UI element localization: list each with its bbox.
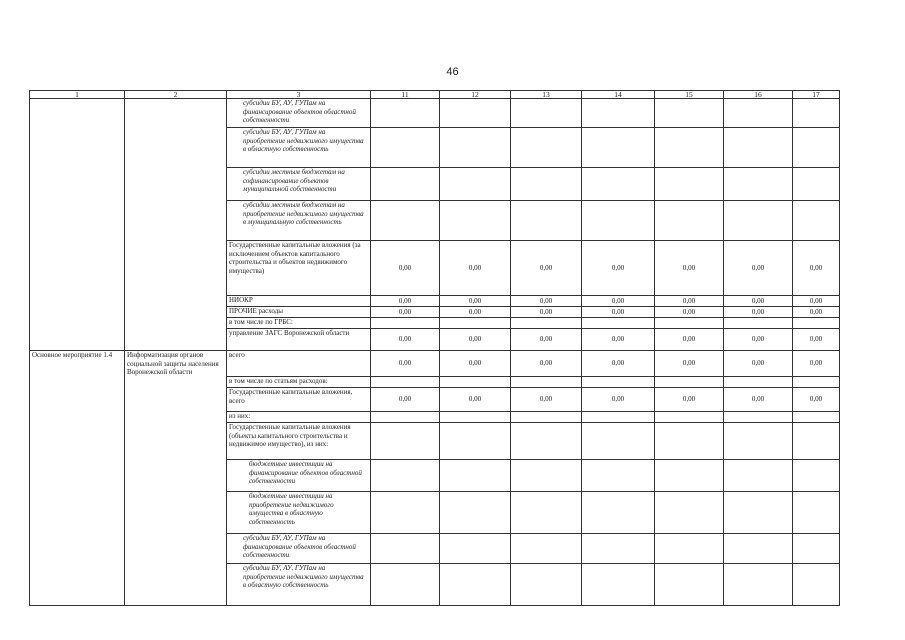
value-cell bbox=[371, 534, 440, 564]
value-cell bbox=[440, 377, 511, 388]
value-cell bbox=[724, 460, 793, 492]
value-cell: 0,00 bbox=[655, 307, 724, 318]
row-label: Государственные капитальные вложения, всего bbox=[227, 388, 371, 412]
value-cell bbox=[511, 168, 582, 201]
value-cell bbox=[511, 318, 582, 329]
value-cell: 0,00 bbox=[582, 296, 655, 307]
value-cell bbox=[655, 318, 724, 329]
table-row bbox=[30, 99, 840, 128]
value-cell bbox=[511, 564, 582, 606]
row-label: субсидии местным бюджетам на приобретение недвижимого имущества в муниципальную собственность bbox=[227, 201, 371, 241]
value-cell: 0,00 bbox=[440, 388, 511, 412]
column-header: 1 bbox=[30, 91, 125, 99]
value-cell bbox=[724, 412, 793, 423]
value-cell: 0,00 bbox=[440, 296, 511, 307]
value-cell: 0,00 bbox=[724, 388, 793, 412]
value-cell: 0,00 bbox=[371, 296, 440, 307]
row-label: субсидии БУ, АУ, ГУПам на финансирование объектов областной собственности bbox=[227, 99, 371, 128]
value-cell bbox=[440, 318, 511, 329]
value-cell bbox=[511, 492, 582, 534]
value-cell bbox=[793, 534, 840, 564]
value-cell bbox=[724, 492, 793, 534]
value-cell: 0,00 bbox=[582, 351, 655, 377]
value-cell: 0,00 bbox=[511, 296, 582, 307]
value-cell bbox=[724, 99, 793, 128]
value-cell bbox=[440, 423, 511, 460]
row-label: Государственные капитальные вложения (объекты капитального строительства и недвижимое имущество), из них: bbox=[227, 423, 371, 460]
value-cell: 0,00 bbox=[724, 329, 793, 351]
value-cell bbox=[511, 460, 582, 492]
value-cell bbox=[511, 201, 582, 241]
event-name: Основное мероприятие 1.4 bbox=[30, 351, 125, 606]
value-cell: 0,00 bbox=[582, 307, 655, 318]
value-cell bbox=[793, 377, 840, 388]
header-row bbox=[30, 91, 840, 99]
value-cell bbox=[724, 168, 793, 201]
row-label: НИОКР bbox=[227, 296, 371, 307]
value-cell bbox=[793, 492, 840, 534]
value-cell bbox=[582, 128, 655, 168]
value-cell: 0,00 bbox=[440, 329, 511, 351]
value-cell bbox=[582, 564, 655, 606]
row-label: субсидии БУ, АУ, ГУПам на приобретение недвижимого имущества в областную собственность bbox=[227, 128, 371, 168]
value-cell bbox=[582, 377, 655, 388]
value-cell: 0,00 bbox=[371, 351, 440, 377]
value-cell bbox=[655, 534, 724, 564]
value-cell: 0,00 bbox=[655, 296, 724, 307]
value-cell: 0,00 bbox=[724, 307, 793, 318]
row-label: субсидии БУ, АУ, ГУПам на приобретение недвижимого имущества в областную собственность bbox=[227, 564, 371, 606]
value-cell bbox=[793, 128, 840, 168]
row-label: в том числе по ГРБС: bbox=[227, 318, 371, 329]
column-header: 12 bbox=[440, 91, 511, 99]
value-cell bbox=[582, 318, 655, 329]
value-cell: 0,00 bbox=[793, 296, 840, 307]
value-cell: 0,00 bbox=[440, 351, 511, 377]
value-cell bbox=[582, 460, 655, 492]
value-cell bbox=[724, 201, 793, 241]
value-cell bbox=[511, 534, 582, 564]
column-header: 13 bbox=[511, 91, 582, 99]
value-cell: 0,00 bbox=[440, 241, 511, 296]
value-cell: 0,00 bbox=[793, 307, 840, 318]
value-cell bbox=[371, 201, 440, 241]
value-cell bbox=[511, 99, 582, 128]
row-label: бюджетные инвестиции на финансирование объектов областной собственности bbox=[227, 460, 371, 492]
value-cell bbox=[793, 423, 840, 460]
value-cell bbox=[655, 168, 724, 201]
value-cell: 0,00 bbox=[371, 307, 440, 318]
value-cell bbox=[582, 534, 655, 564]
value-cell: 0,00 bbox=[582, 241, 655, 296]
value-cell bbox=[582, 99, 655, 128]
column-header: 16 bbox=[724, 91, 793, 99]
value-cell bbox=[582, 423, 655, 460]
row-label: субсидии местным бюджетам на софинансирование объектов муниципальной собственности bbox=[227, 168, 371, 201]
value-cell: 0,00 bbox=[511, 329, 582, 351]
value-cell bbox=[371, 564, 440, 606]
value-cell: 0,00 bbox=[724, 296, 793, 307]
value-cell: 0,00 bbox=[793, 329, 840, 351]
value-cell bbox=[793, 318, 840, 329]
row-label: субсидии БУ, АУ, ГУПам на финансирование объектов областной собственности bbox=[227, 534, 371, 564]
value-cell: 0,00 bbox=[582, 329, 655, 351]
value-cell bbox=[724, 423, 793, 460]
value-cell bbox=[793, 99, 840, 128]
value-cell bbox=[511, 377, 582, 388]
value-cell bbox=[371, 412, 440, 423]
value-cell: 0,00 bbox=[655, 241, 724, 296]
value-cell bbox=[440, 168, 511, 201]
continued-cell-2 bbox=[125, 99, 227, 351]
column-header: 14 bbox=[582, 91, 655, 99]
value-cell: 0,00 bbox=[655, 351, 724, 377]
value-cell bbox=[511, 128, 582, 168]
value-cell: 0,00 bbox=[511, 307, 582, 318]
value-cell bbox=[440, 492, 511, 534]
value-cell bbox=[655, 377, 724, 388]
value-cell bbox=[793, 201, 840, 241]
value-cell bbox=[793, 412, 840, 423]
value-cell bbox=[655, 492, 724, 534]
value-cell bbox=[371, 377, 440, 388]
value-cell bbox=[371, 460, 440, 492]
value-cell bbox=[793, 168, 840, 201]
value-cell bbox=[655, 99, 724, 128]
value-cell bbox=[371, 168, 440, 201]
value-cell bbox=[724, 128, 793, 168]
value-cell bbox=[582, 492, 655, 534]
page-number: 46 bbox=[446, 66, 459, 78]
value-cell: 0,00 bbox=[511, 388, 582, 412]
value-cell bbox=[440, 128, 511, 168]
value-cell bbox=[724, 377, 793, 388]
value-cell bbox=[440, 412, 511, 423]
value-cell bbox=[724, 534, 793, 564]
value-cell: 0,00 bbox=[440, 307, 511, 318]
value-cell bbox=[511, 423, 582, 460]
column-header: 11 bbox=[371, 91, 440, 99]
row-label: Государственные капитальные вложения (за исключением объектов капитального строительства и объектов недвижимого имущества) bbox=[227, 241, 371, 296]
value-cell bbox=[724, 318, 793, 329]
value-cell: 0,00 bbox=[724, 351, 793, 377]
budget-table bbox=[29, 90, 840, 606]
value-cell bbox=[655, 564, 724, 606]
continued-cell-1 bbox=[30, 99, 125, 351]
value-cell bbox=[371, 318, 440, 329]
value-cell: 0,00 bbox=[371, 388, 440, 412]
value-cell: 0,00 bbox=[655, 388, 724, 412]
value-cell: 0,00 bbox=[793, 351, 840, 377]
value-cell: 0,00 bbox=[793, 388, 840, 412]
column-header: 2 bbox=[125, 91, 227, 99]
value-cell bbox=[440, 534, 511, 564]
value-cell bbox=[440, 201, 511, 241]
row-label: управление ЗАГС Воронежской области bbox=[227, 329, 371, 351]
value-cell bbox=[371, 128, 440, 168]
value-cell bbox=[793, 564, 840, 606]
value-cell: 0,00 bbox=[655, 329, 724, 351]
value-cell: 0,00 bbox=[793, 241, 840, 296]
value-cell: 0,00 bbox=[371, 241, 440, 296]
value-cell bbox=[371, 99, 440, 128]
value-cell bbox=[371, 492, 440, 534]
value-cell: 0,00 bbox=[371, 329, 440, 351]
row-label: из них: bbox=[227, 412, 371, 423]
value-cell bbox=[582, 412, 655, 423]
value-cell bbox=[655, 423, 724, 460]
value-cell bbox=[655, 412, 724, 423]
value-cell: 0,00 bbox=[511, 351, 582, 377]
value-cell bbox=[582, 201, 655, 241]
value-cell bbox=[371, 423, 440, 460]
value-cell bbox=[511, 412, 582, 423]
row-label: в том числе по статьям расходов: bbox=[227, 377, 371, 388]
value-cell bbox=[440, 460, 511, 492]
row-label: бюджетные инвестиции на приобретение недвижимого имущества в областную собственность bbox=[227, 492, 371, 534]
row-label: ПРОЧИЕ расходы bbox=[227, 307, 371, 318]
value-cell bbox=[440, 99, 511, 128]
value-cell bbox=[582, 168, 655, 201]
column-header: 17 bbox=[793, 91, 840, 99]
column-header: 15 bbox=[655, 91, 724, 99]
value-cell bbox=[655, 128, 724, 168]
row-label: всего bbox=[227, 351, 371, 377]
value-cell bbox=[655, 460, 724, 492]
column-header: 3 bbox=[227, 91, 371, 99]
value-cell: 0,00 bbox=[582, 388, 655, 412]
value-cell bbox=[793, 460, 840, 492]
value-cell bbox=[440, 564, 511, 606]
event-description: Информатизация органов социальной защиты населения Воронежской области bbox=[125, 351, 227, 606]
value-cell bbox=[655, 201, 724, 241]
value-cell bbox=[724, 564, 793, 606]
value-cell: 0,00 bbox=[511, 241, 582, 296]
table-row bbox=[30, 351, 840, 377]
value-cell: 0,00 bbox=[724, 241, 793, 296]
